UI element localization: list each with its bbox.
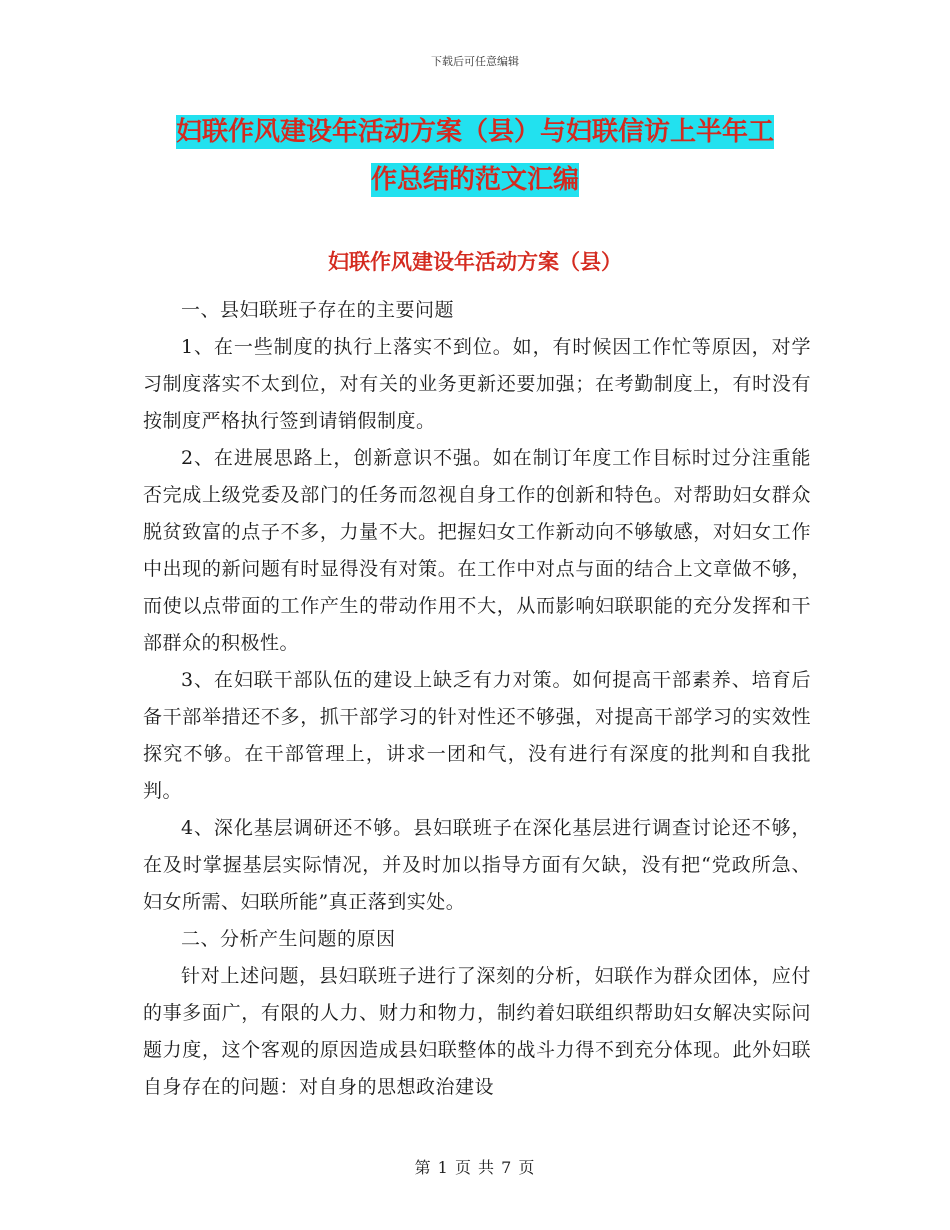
document-body bbox=[143, 292, 811, 1106]
paragraph: 针对上述问题，县妇联班子进行了深刻的分析，妇联作为群众团体，应付的事多面广，有限的人力、财力和物力，制约着妇联组织帮助妇女解决实际问题力度，这个客观的原因造成县妇联整体的战斗力得不到充分体现。此外妇联自身存在的问题：对自身的思想政治建设 bbox=[143, 965, 811, 1098]
document-title-line-1: 妇联作风建设年活动方案（县）与妇联信访上半年工 bbox=[175, 117, 774, 147]
paragraph-heading-2: 二、分析产生问题的原因 bbox=[181, 928, 396, 950]
document-title-line-2: 作总结的范文汇编 bbox=[370, 165, 579, 195]
paragraph: 2、在进展思路上，创新意识不强。如在制订年度工作目标时过分注重能否完成上级党委及部门的任务而忽视自身工作的创新和特色。对帮助妇女群众脱贫致富的点子不多，力量不大。把握妇女工作新动向不够敏感，对妇女工作中出现的新问题有时显得没有对策。在工作中对点与面的结合上文章做不够，而使以点带面的工作产生的带动作用不大，从而影响妇联职能的充分发挥和干部群众的积极性。 bbox=[143, 447, 811, 654]
page-header-note: 下载后可任意编辑 bbox=[431, 55, 519, 68]
page-number: 第 1 页 共 7 页 bbox=[414, 1158, 536, 1177]
paragraph-heading-1: 一、县妇联班子存在的主要问题 bbox=[181, 299, 455, 321]
paragraph: 1、在一些制度的执行上落实不到位。如，有时候因工作忙等原因，对学习制度落实不太到位，对有关的业务更新还要加强；在考勤制度上，有时没有按制度严格执行签到请销假制度。 bbox=[143, 336, 811, 432]
section-title: 妇联作风建设年活动方案（县） bbox=[328, 250, 622, 274]
document-title bbox=[0, 108, 950, 204]
paragraph: 3、在妇联干部队伍的建设上缺乏有力对策。如何提高干部素养、培育后备干部举措还不多，抓干部学习的针对性还不够强，对提高干部学习的实效性探究不够。在干部管理上，讲求一团和气，没有进行有深度的批判和自我批判。 bbox=[143, 669, 811, 802]
paragraph: 4、深化基层调研还不够。县妇联班子在深化基层进行调查讨论还不够，在及时掌握基层实际情况，并及时加以指导方面有欠缺，没有把“党政所急、妇女所需、妇联所能”真正落到实处。 bbox=[143, 817, 811, 913]
